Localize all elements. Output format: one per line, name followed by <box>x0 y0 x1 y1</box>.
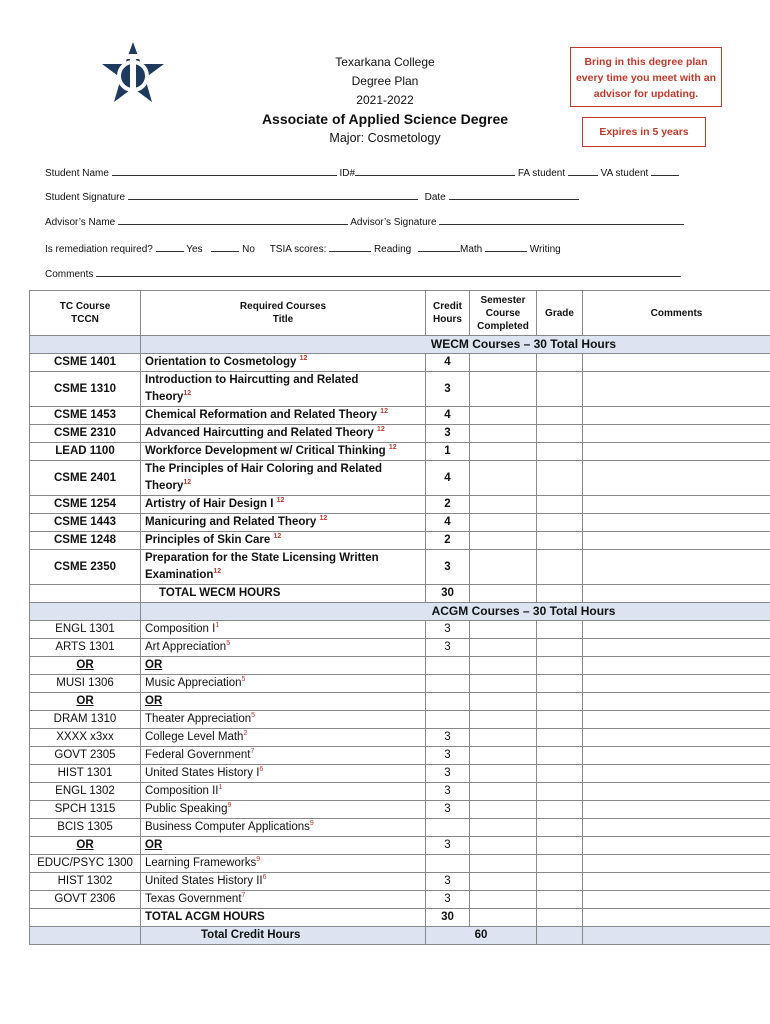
credit-hours <box>426 675 470 693</box>
course-code: EDUC/PSYC 1300 <box>30 855 141 873</box>
expiration-notice: Expires in 5 years <box>582 117 706 147</box>
student-name-field[interactable] <box>112 165 337 176</box>
course-title-text: Introduction to Haircutting and Related <box>145 374 359 386</box>
course-title-text-cont: Theory <box>145 391 184 403</box>
footnote-marker: 12 <box>183 479 192 487</box>
comments-cell[interactable] <box>583 837 770 855</box>
course-title <box>141 407 426 425</box>
signature-field[interactable] <box>128 189 418 200</box>
advisor-signature-label: Advisor’s Signature <box>350 217 437 228</box>
comments-cell[interactable] <box>583 891 770 909</box>
comments-cell[interactable] <box>583 693 770 711</box>
credit-hours <box>426 855 470 873</box>
credit-hours: 4 <box>426 354 470 372</box>
comments-cell[interactable] <box>583 855 770 873</box>
course-title <box>141 443 426 461</box>
grade-cell[interactable] <box>537 621 583 639</box>
course-title <box>141 425 426 443</box>
comments-cell[interactable] <box>583 819 770 837</box>
course-title: Federal Government$^7$ <box>141 747 426 765</box>
footnote-marker: 12 <box>380 408 388 416</box>
grade-cell[interactable] <box>537 550 583 585</box>
course-title: United States History $I^6$ <box>141 765 426 783</box>
total-credit-value: 60 <box>426 927 537 945</box>
comments-cell[interactable] <box>583 765 770 783</box>
course-title: Composition $II^1$ <box>141 783 426 801</box>
credit-hours: 1 <box>426 443 470 461</box>
grade-cell[interactable] <box>537 354 583 372</box>
math-label: Math <box>460 244 483 255</box>
or-row <box>30 657 770 675</box>
remediation-line <box>45 241 561 255</box>
wecm-course-row <box>30 514 770 532</box>
course-code: CSME 1453 <box>30 407 141 425</box>
credit-hours <box>426 657 470 675</box>
grade-cell[interactable] <box>537 693 583 711</box>
semester-completed-cell[interactable] <box>470 729 537 747</box>
wecm-total-value: 30 <box>426 585 470 603</box>
id-field[interactable] <box>355 165 515 176</box>
grade-cell[interactable] <box>537 639 583 657</box>
credit-hours <box>426 711 470 729</box>
comments-cell[interactable] <box>583 711 770 729</box>
comments-cell[interactable] <box>583 639 770 657</box>
course-code: LEAD 1100 <box>30 443 141 461</box>
semester-completed-cell[interactable] <box>470 443 537 461</box>
remediation-label: Is remediation required? <box>45 244 153 255</box>
grade-cell[interactable] <box>537 372 583 407</box>
wecm-course-row <box>30 461 770 496</box>
signature-label: Student Signature <box>45 192 126 203</box>
course-code: CSME 2401 <box>30 461 141 496</box>
comments-label: Comments <box>45 269 94 280</box>
comments-cell[interactable] <box>583 532 770 550</box>
course-code: HIST 1302 <box>30 873 141 891</box>
semester-completed-cell[interactable] <box>470 855 537 873</box>
grade-cell[interactable] <box>537 443 583 461</box>
writing-label: Writing <box>529 244 561 255</box>
credit-hours: 3 <box>426 873 470 891</box>
major: Major: Cosmetology <box>329 131 441 145</box>
acgm-course-row <box>30 621 770 639</box>
grade-cell[interactable] <box>537 783 583 801</box>
course-title <box>141 532 426 550</box>
signature-line <box>45 189 579 203</box>
course-title <box>141 372 426 407</box>
advisor-name-label: Advisor’s Name <box>45 217 116 228</box>
acgm-course-row <box>30 855 770 873</box>
comments-cell[interactable] <box>583 354 770 372</box>
course-title: Public Speaking$^9$ <box>141 801 426 819</box>
footnote-marker: 12 <box>183 390 192 398</box>
footnote-marker: 5 <box>226 640 231 648</box>
comments-cell[interactable] <box>583 407 770 425</box>
acgm-rows <box>30 621 770 909</box>
semester-completed-cell[interactable] <box>470 425 537 443</box>
acgm-total-row <box>30 909 770 927</box>
comments-cell[interactable] <box>583 372 770 407</box>
acgm-course-row <box>30 675 770 693</box>
acgm-section-title: ACGM Courses – 30 Total Hours <box>141 603 770 621</box>
footnote-marker: 12 <box>299 355 308 363</box>
footnote-marker: 12 <box>276 497 285 505</box>
wecm-course-row <box>30 550 770 585</box>
wecm-rows <box>30 354 770 585</box>
degree-title: Associate of Applied Science Degree <box>261 111 509 127</box>
date-field[interactable] <box>449 189 579 200</box>
course-title-text: Orientation to Cosmetology <box>145 356 297 368</box>
acgm-course-row <box>30 765 770 783</box>
writing-field[interactable] <box>485 241 527 252</box>
course-code: SPCH 1315 <box>30 801 141 819</box>
course-code: CSME 1443 <box>30 514 141 532</box>
semester-completed-cell[interactable] <box>470 407 537 425</box>
semester-completed-cell[interactable] <box>470 801 537 819</box>
grade-cell[interactable] <box>537 765 583 783</box>
course-title <box>141 354 426 372</box>
course-title <box>141 461 426 496</box>
footnote-marker: 1 <box>218 784 223 792</box>
wecm-section-row <box>30 336 770 354</box>
tsia-label: TSIA scores: <box>269 244 327 255</box>
comments-cell[interactable] <box>583 729 770 747</box>
reading-label: Reading <box>373 244 412 255</box>
course-code: MUSI 1306 <box>30 675 141 693</box>
semester-completed-cell[interactable] <box>470 639 537 657</box>
credit-hours: 3 <box>426 621 470 639</box>
or-label: OR <box>141 657 426 675</box>
semester-completed-cell[interactable] <box>470 873 537 891</box>
advisor-name-field[interactable] <box>118 214 348 225</box>
or-label: OR <box>30 837 141 855</box>
credit-hours: 4 <box>426 407 470 425</box>
course-title-text: Preparation for the State Licensing Written <box>145 552 379 564</box>
wecm-course-row <box>30 443 770 461</box>
credit-hours: 4 <box>426 461 470 496</box>
comments-cell[interactable] <box>583 747 770 765</box>
course-code: GOVT 2305 <box>30 747 141 765</box>
credit-hours: 3 <box>426 639 470 657</box>
no-label: No <box>242 244 255 255</box>
remediation-no-field[interactable] <box>211 241 239 252</box>
grade-cell[interactable] <box>537 657 583 675</box>
footnote-marker: 5 <box>241 676 246 684</box>
semester-completed-cell[interactable] <box>470 354 537 372</box>
acgm-course-row <box>30 639 770 657</box>
header-semester: Semester Course Completed <box>470 291 537 336</box>
semester-completed-cell[interactable] <box>470 783 537 801</box>
course-title: Business Computer Applications$^9$ <box>141 819 426 837</box>
credit-hours: 3 <box>426 891 470 909</box>
course-title-text: Principles of Skin Care <box>145 534 271 546</box>
footnote-marker: 9 <box>227 802 232 810</box>
footnote-marker: 12 <box>376 426 385 434</box>
grade-cell[interactable] <box>537 873 583 891</box>
credit-hours: 3 <box>426 783 470 801</box>
credit-hours: 4 <box>426 514 470 532</box>
footnote-marker: 12 <box>273 533 282 541</box>
semester-completed-cell[interactable] <box>470 514 537 532</box>
course-code: CSME 1254 <box>30 496 141 514</box>
comments-cell[interactable] <box>583 550 770 585</box>
footnote-marker: 2 <box>243 730 248 738</box>
or-row <box>30 693 770 711</box>
course-title-text: Chemical Reformation and Related Theory <box>145 409 377 421</box>
college-name: Texarkana College <box>335 55 435 69</box>
comments-cell[interactable] <box>583 621 770 639</box>
acgm-section-row <box>30 603 770 621</box>
wecm-course-row <box>30 532 770 550</box>
comments-cell[interactable] <box>583 657 770 675</box>
advisor-line <box>45 214 684 228</box>
course-code: CSME 2310 <box>30 425 141 443</box>
yes-label: Yes <box>186 244 203 255</box>
course-code: XXXX x3xx <box>30 729 141 747</box>
semester-completed-cell[interactable] <box>470 621 537 639</box>
course-title-text: Artistry of Hair Design I <box>145 498 274 510</box>
course-code: CSME 1401 <box>30 354 141 372</box>
acgm-course-row <box>30 891 770 909</box>
course-code: CSME 2350 <box>30 550 141 585</box>
or-label: OR <box>141 693 426 711</box>
course-title-text: The Principles of Hair Coloring and Related <box>145 463 383 475</box>
comments-cell[interactable] <box>583 461 770 496</box>
course-code: BCIS 1305 <box>30 819 141 837</box>
credit-hours: 3 <box>426 729 470 747</box>
acgm-course-row <box>30 819 770 837</box>
or-row <box>30 837 770 855</box>
grade-cell[interactable] <box>537 514 583 532</box>
grade-cell[interactable] <box>537 461 583 496</box>
semester-completed-cell[interactable] <box>470 891 537 909</box>
semester-completed-cell[interactable] <box>470 461 537 496</box>
footnote-marker: 12 <box>319 515 328 523</box>
reading-field[interactable] <box>329 241 371 252</box>
semester-completed-cell[interactable] <box>470 765 537 783</box>
comments-cell[interactable] <box>583 496 770 514</box>
footnote-marker: 12 <box>213 568 222 576</box>
advisor-signature-field[interactable] <box>439 214 684 225</box>
wecm-total-row <box>30 585 770 603</box>
grade-cell[interactable] <box>537 801 583 819</box>
semester-completed-cell[interactable] <box>470 657 537 675</box>
academic-year: 2021-2022 <box>356 93 414 107</box>
credit-hours: 3 <box>426 372 470 407</box>
student-name-label: Student Name <box>45 168 109 179</box>
credit-hours: 3 <box>426 765 470 783</box>
va-field[interactable] <box>651 165 679 176</box>
total-credit-label: Total Credit Hours <box>141 927 426 945</box>
course-title: Theater Appreciation$^5$ <box>141 711 426 729</box>
grade-cell[interactable] <box>537 407 583 425</box>
acgm-course-row <box>30 747 770 765</box>
course-code: ENGL 1301 <box>30 621 141 639</box>
course-title: College Level Math$^2$ <box>141 729 426 747</box>
course-code: HIST 1301 <box>30 765 141 783</box>
credit-hours: 3 <box>426 801 470 819</box>
header-comments: Comments <box>583 291 770 336</box>
course-title-text-cont: Examination <box>145 569 214 581</box>
or-label: OR <box>30 657 141 675</box>
course-code: CSME 1248 <box>30 532 141 550</box>
or-label: OR <box>30 693 141 711</box>
course-title: Music Appreciation$^5$ <box>141 675 426 693</box>
semester-completed-cell[interactable] <box>470 496 537 514</box>
fa-label: FA student <box>517 168 566 179</box>
course-title <box>141 514 426 532</box>
semester-completed-cell[interactable] <box>470 372 537 407</box>
semester-completed-cell[interactable] <box>470 675 537 693</box>
course-title: Texas Government$^7$ <box>141 891 426 909</box>
footnote-marker: 9 <box>256 856 261 864</box>
wecm-section-title: WECM Courses – 30 Total Hours <box>141 336 770 354</box>
course-title-text-cont: Theory <box>145 480 184 492</box>
footnote-marker: 9 <box>309 820 314 828</box>
comments-cell[interactable] <box>583 443 770 461</box>
credit-hours: 3 <box>426 425 470 443</box>
credit-hours: 3 <box>426 747 470 765</box>
footnote-marker: 7 <box>250 748 255 756</box>
grade-cell[interactable] <box>537 855 583 873</box>
wecm-course-row <box>30 354 770 372</box>
grade-cell[interactable] <box>537 837 583 855</box>
grade-cell[interactable] <box>537 532 583 550</box>
course-title-text: Manicuring and Related Theory <box>145 516 317 528</box>
course-title: Learning Frameworks$^9$ <box>141 855 426 873</box>
comments-cell[interactable] <box>583 675 770 693</box>
acgm-course-row <box>30 873 770 891</box>
wecm-course-row <box>30 407 770 425</box>
remediation-yes-field[interactable] <box>156 241 184 252</box>
wecm-course-row <box>30 425 770 443</box>
grade-cell[interactable] <box>537 729 583 747</box>
comments-line <box>45 266 681 280</box>
semester-completed-cell[interactable] <box>470 532 537 550</box>
course-title: United States History $II^6$ <box>141 873 426 891</box>
grade-cell[interactable] <box>537 425 583 443</box>
grade-cell[interactable] <box>537 496 583 514</box>
footnote-marker: 6 <box>262 874 267 882</box>
wecm-total-label: TOTAL WECM HOURS <box>141 585 426 603</box>
course-title <box>141 496 426 514</box>
course-code: DRAM 1310 <box>30 711 141 729</box>
semester-completed-cell[interactable] <box>470 819 537 837</box>
advisor-notice: Bring in this degree plan every time you meet with an advisor for updating. <box>570 47 722 107</box>
table-header-row <box>30 291 770 336</box>
semester-completed-cell[interactable] <box>470 747 537 765</box>
comments-cell[interactable] <box>583 425 770 443</box>
course-title: Art Appreciation$^5$ <box>141 639 426 657</box>
course-title <box>141 550 426 585</box>
or-label: OR <box>141 837 426 855</box>
course-code: ENGL 1302 <box>30 783 141 801</box>
course-title: Composition $I^1$ <box>141 621 426 639</box>
student-info-line <box>45 165 679 179</box>
acgm-course-row <box>30 729 770 747</box>
course-title-text: Advanced Haircutting and Related Theory <box>145 427 374 439</box>
credit-hours: 2 <box>426 532 470 550</box>
header-required-courses: Required Courses Title <box>141 291 426 336</box>
comments-cell[interactable] <box>583 783 770 801</box>
credit-hours: 3 <box>426 550 470 585</box>
semester-completed-cell[interactable] <box>470 711 537 729</box>
credit-hours <box>426 819 470 837</box>
header-grade: Grade <box>537 291 583 336</box>
total-credit-row <box>30 927 770 945</box>
wecm-course-row <box>30 496 770 514</box>
semester-completed-cell[interactable] <box>470 550 537 585</box>
math-field[interactable] <box>418 241 460 252</box>
date-label: Date <box>424 192 446 203</box>
va-label: VA student <box>600 168 649 179</box>
grade-cell[interactable] <box>537 819 583 837</box>
comments-field[interactable] <box>96 266 681 277</box>
course-code: ARTS 1301 <box>30 639 141 657</box>
grade-cell[interactable] <box>537 747 583 765</box>
header-credit-hours: Credit Hours <box>426 291 470 336</box>
grade-cell[interactable] <box>537 891 583 909</box>
acgm-course-row <box>30 711 770 729</box>
comments-cell[interactable] <box>583 873 770 891</box>
degree-plan-table <box>29 290 770 945</box>
grade-cell[interactable] <box>537 675 583 693</box>
acgm-total-label: TOTAL ACGM HOURS <box>141 909 426 927</box>
semester-completed-cell[interactable] <box>470 693 537 711</box>
acgm-total-value: 30 <box>426 909 470 927</box>
grade-cell[interactable] <box>537 711 583 729</box>
document-type: Degree Plan <box>351 74 419 88</box>
footnote-marker: 12 <box>388 444 397 452</box>
course-title-text: Workforce Development w/ Critical Thinking <box>145 445 386 457</box>
course-code: GOVT 2306 <box>30 891 141 909</box>
footnote-marker: 6 <box>259 766 264 774</box>
header-tc-course: TC Course TCCN <box>30 291 141 336</box>
footnote-marker: 5 <box>251 712 256 720</box>
fa-field[interactable] <box>568 165 598 176</box>
credit-hours <box>426 693 470 711</box>
acgm-course-row <box>30 783 770 801</box>
acgm-course-row <box>30 801 770 819</box>
semester-completed-cell[interactable] <box>470 837 537 855</box>
course-code: CSME 1310 <box>30 372 141 407</box>
footnote-marker: 7 <box>241 892 246 900</box>
credit-hours: 3 <box>426 837 470 855</box>
wecm-course-row <box>30 372 770 407</box>
id-label: ID# <box>339 168 356 179</box>
footnote-marker: 1 <box>215 622 220 630</box>
comments-cell[interactable] <box>583 801 770 819</box>
comments-cell[interactable] <box>583 514 770 532</box>
credit-hours: 2 <box>426 496 470 514</box>
